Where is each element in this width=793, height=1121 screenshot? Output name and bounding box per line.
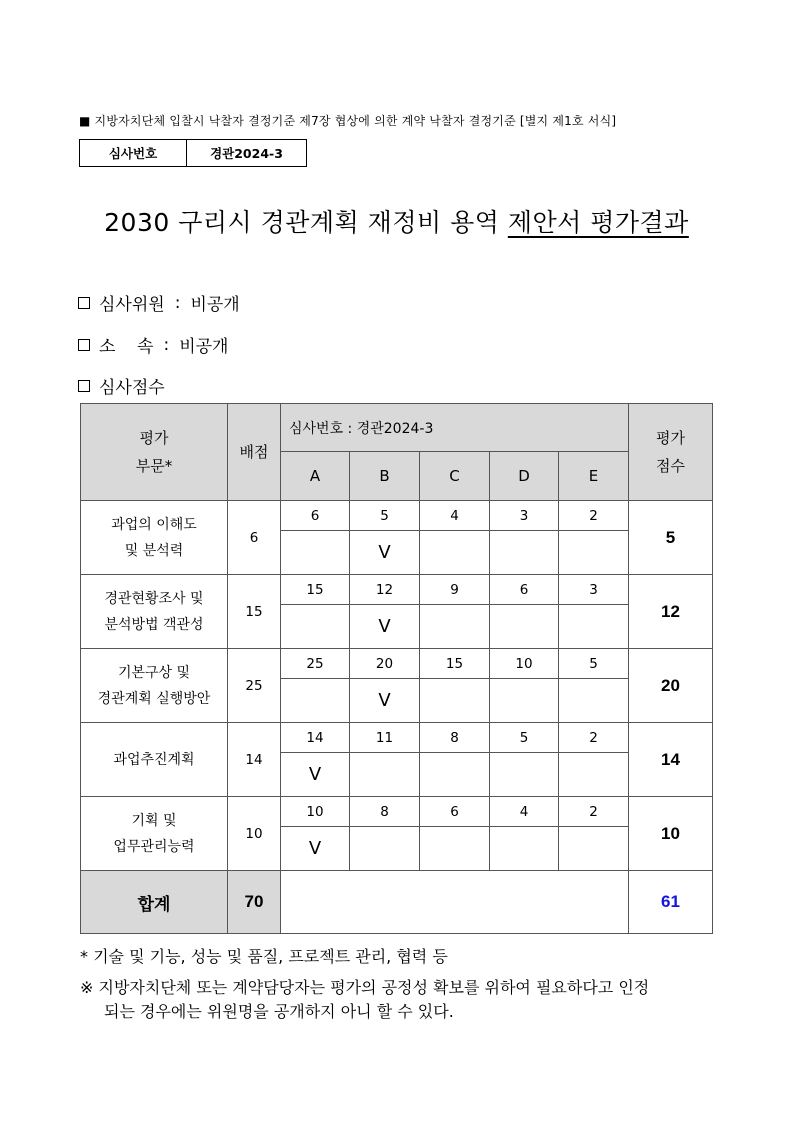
- total-blank: [281, 871, 629, 934]
- grade-points: 15: [281, 575, 350, 605]
- checkbox-square-icon: [78, 297, 90, 309]
- row-points: 10: [228, 797, 281, 871]
- row-category-line: 업무관리능력: [113, 838, 195, 855]
- grade-points: 5: [559, 649, 629, 679]
- header-review-number: 심사번호 : 경관2024-3: [281, 404, 629, 452]
- grade-check-cell: [490, 753, 559, 797]
- info-label: 심사위원: [99, 295, 165, 315]
- grade-points: 25: [281, 649, 350, 679]
- grade-header-b: B: [350, 452, 420, 501]
- grade-points: 2: [559, 723, 629, 753]
- selected-grade-check: V: [350, 605, 420, 649]
- grade-check-cell: [350, 827, 420, 871]
- row-category-line: 과업추진계획: [113, 751, 195, 768]
- row-points: 14: [228, 723, 281, 797]
- grade-points: 20: [350, 649, 420, 679]
- info-value: 비공개: [190, 295, 240, 315]
- footnote-disclosure: ※ 지방자치단체 또는 계약담당자는 평가의 공정성 확보를 위하여 필요하다고 인정: [80, 978, 650, 997]
- checkbox-square-icon: [78, 380, 90, 392]
- row-category-line: 경관현황조사 및: [104, 590, 204, 607]
- row-points: 15: [228, 575, 281, 649]
- grade-check-cell: [490, 531, 559, 575]
- grade-points: 2: [559, 797, 629, 827]
- footnote-category: * 기술 및 기능, 성능 및 품질, 프로젝트 관리, 협력 등: [80, 947, 448, 966]
- grade-points: 12: [350, 575, 420, 605]
- grade-points: 4: [490, 797, 559, 827]
- row-category: [81, 797, 228, 871]
- grade-check-cell: [490, 827, 559, 871]
- grade-points: 8: [420, 723, 490, 753]
- row-category-line: 분석방법 객관성: [104, 616, 204, 633]
- header-points: 배점: [228, 404, 281, 501]
- grade-points: 8: [350, 797, 420, 827]
- header-score: 평가 점수: [629, 404, 713, 501]
- row-category-line: 기본구상 및: [117, 664, 191, 681]
- grade-check-cell: [559, 827, 629, 871]
- review-number-box: [79, 139, 307, 167]
- info-label: 소 속: [99, 337, 154, 357]
- title-plain: 2030 구리시 경관계획 재정비 용역: [104, 208, 508, 237]
- grade-points: 11: [350, 723, 420, 753]
- grade-points: 3: [490, 501, 559, 531]
- table-row: [81, 723, 713, 753]
- grade-check-cell: [490, 679, 559, 723]
- grade-check-cell: [420, 605, 490, 649]
- info-reviewer: 심사위원 : 비공개: [78, 290, 240, 315]
- grade-check-cell: [420, 753, 490, 797]
- grade-points: 15: [420, 649, 490, 679]
- table-row: [81, 797, 713, 827]
- table-row: [81, 575, 713, 605]
- grade-points: 9: [420, 575, 490, 605]
- grade-points: 6: [281, 501, 350, 531]
- footnote-disclosure-cont: 되는 경우에는 위원명을 공개하지 아니 할 수 있다.: [104, 1002, 454, 1021]
- evaluation-table: [80, 403, 713, 934]
- total-label: 합계: [81, 871, 228, 934]
- grade-check-cell: [559, 753, 629, 797]
- selected-grade-check: V: [281, 827, 350, 871]
- row-category: [81, 501, 228, 575]
- grade-header-a: A: [281, 452, 350, 501]
- grade-points: 6: [420, 797, 490, 827]
- info-label: 심사점수: [99, 378, 165, 398]
- checkbox-square-icon: [78, 339, 90, 351]
- form-header-note: ■ 지방자치단체 입찰시 낙찰자 결정기준 제7장 협상에 의한 계약 낙찰자 결정기준 [별지 제1호 서식]: [79, 114, 617, 128]
- grade-check-cell: [281, 605, 350, 649]
- table-row: [81, 649, 713, 679]
- total-score: 61: [629, 871, 713, 934]
- grade-check-cell: [559, 605, 629, 649]
- selected-grade-check: V: [350, 679, 420, 723]
- grade-points: 10: [490, 649, 559, 679]
- grade-points: 4: [420, 501, 490, 531]
- row-category-line: 과업의 이해도: [111, 516, 197, 533]
- review-number-value: 경관2024-3: [210, 146, 283, 161]
- selected-grade-check: V: [350, 531, 420, 575]
- grade-check-cell: [281, 679, 350, 723]
- grade-header-d: D: [490, 452, 559, 501]
- grade-points: 10: [281, 797, 350, 827]
- row-score: 20: [629, 649, 713, 723]
- row-category: [81, 649, 228, 723]
- row-score: 12: [629, 575, 713, 649]
- row-score: 10: [629, 797, 713, 871]
- header-category: 평가 부문*: [81, 404, 228, 501]
- page-title: [0, 203, 793, 239]
- grade-check-cell: [420, 531, 490, 575]
- info-score-heading: [78, 373, 165, 398]
- grade-check-cell: [559, 531, 629, 575]
- table-row: [81, 501, 713, 531]
- grade-header-e: E: [559, 452, 629, 501]
- grade-points: 14: [281, 723, 350, 753]
- title-underlined: 제안서 평가결과: [507, 208, 689, 237]
- grade-check-cell: [490, 605, 559, 649]
- row-points: 6: [228, 501, 281, 575]
- review-number-label: 심사번호: [80, 140, 187, 166]
- row-score: 5: [629, 501, 713, 575]
- row-points: 25: [228, 649, 281, 723]
- row-category-line: 및 분석력: [124, 542, 184, 559]
- grade-check-cell: [281, 531, 350, 575]
- info-affiliation: 소 속 : 비공개: [78, 332, 228, 357]
- row-category-line: 경관계획 실행방안: [97, 690, 211, 707]
- grade-points: 5: [490, 723, 559, 753]
- row-score: 14: [629, 723, 713, 797]
- grade-points: 6: [490, 575, 559, 605]
- grade-check-cell: [420, 827, 490, 871]
- total-points: 70: [228, 871, 281, 934]
- grade-check-cell: [559, 679, 629, 723]
- grade-header-c: C: [420, 452, 490, 501]
- selected-grade-check: V: [281, 753, 350, 797]
- grade-points: 5: [350, 501, 420, 531]
- grade-points: 2: [559, 501, 629, 531]
- row-category: [81, 575, 228, 649]
- grade-check-cell: [420, 679, 490, 723]
- row-category: [81, 723, 228, 797]
- grade-check-cell: [350, 753, 420, 797]
- info-value: 비공개: [179, 337, 229, 357]
- row-category-line: 기획 및: [131, 812, 177, 829]
- grade-points: 3: [559, 575, 629, 605]
